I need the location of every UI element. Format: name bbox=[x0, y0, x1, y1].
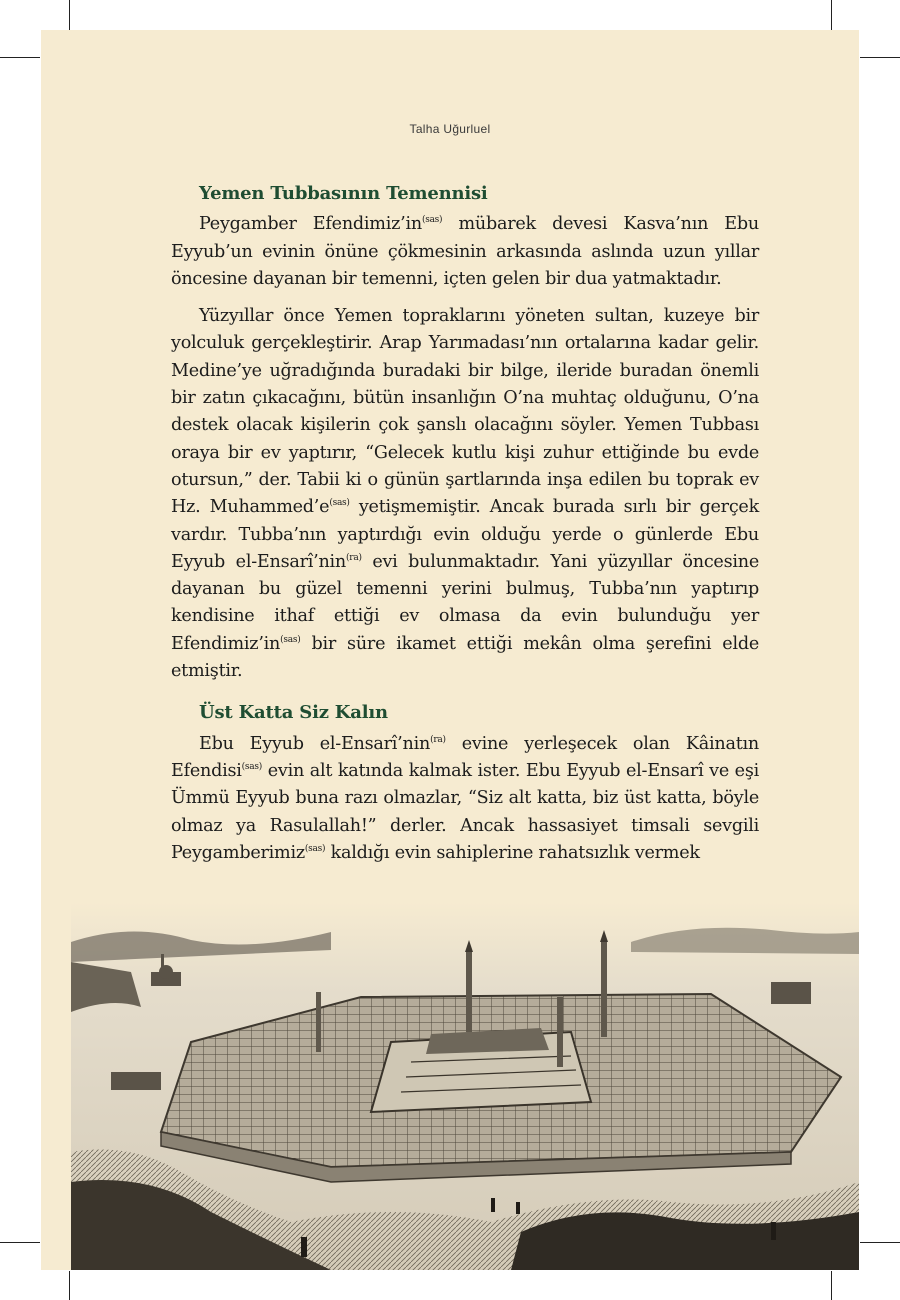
section-heading-2: Üst Katta Siz Kalın bbox=[199, 702, 388, 724]
crop-mark bbox=[0, 57, 40, 58]
crop-mark bbox=[69, 0, 70, 30]
crop-mark bbox=[831, 0, 832, 30]
honorific-superscript: (ra) bbox=[346, 552, 362, 563]
paragraph: Yüzyıllar önce Yemen topraklarını yöneten sultan, kuzeye bir yolculuk gerçekleştirir. Arap Yarımadası’nın ortalarına kadar gelir. Medine’ye uğradığında buradaki bir bilge, ileride buradan önemli bir zatın çıkacağını, bütün insanlığın O’na muhtaç olduğunu, O’na destek olacak kişilerin çok şanslı olacağını söyler. Yemen Tubbası oraya bir ev yaptırır, “Gelecek kutlu kişi zuhur ettiğinde bu evde otursun,” der. Tabii ki o günün şartlarında inşa edilen bu toprak ev Hz. $Muhammed’e^{(sas)}$ yetişmemiştir. Ancak burada sırlı bir gerçek vardır. Tubba’nın yaptırdığı evin olduğu yerde o günlerde Ebu Eyyub el-Ensarî’nin$^{(ra)}$ evi bulunmaktadır. Yani yüzyıllar öncesine dayanan bu güzel temenni yerini bulmuş, Tubba’nın yaptırıp kendisine ithaf ettiği ev olmasa da evin bulunduğu yer $Efendimiz’in^{(sas)}$ bir süre ikamet ettiği mekân olma şerefini elde etmiştir. bbox=[171, 306, 759, 682]
text-column bbox=[171, 180, 759, 877]
honorific-superscript: (sas) bbox=[304, 843, 326, 854]
paragraph: Peygamber $Efendimiz’in^{(sas)}$ mübarek devesi Kasva’nın Ebu Eyyub’un evinin önüne çökmesinin arkasında aslında uzun yıllar öncesine dayanan bir temenni, içten gelen bir dua yatmaktadır. bbox=[171, 214, 759, 289]
honorific-superscript: (sas) bbox=[421, 215, 443, 226]
crop-mark bbox=[831, 1271, 832, 1300]
medina-engraving-illustration bbox=[71, 902, 859, 1270]
honorific-superscript: (sas) bbox=[280, 634, 301, 645]
crop-mark bbox=[69, 1271, 70, 1300]
book-page bbox=[41, 30, 859, 1270]
crop-mark bbox=[860, 1242, 900, 1243]
crop-mark bbox=[860, 57, 900, 58]
paragraph: Ebu Eyyub el-Ensarî’nin$^{(ra)}$ evine yerleşecek olan Kâinatın Efendisi$^{(sas)}$ evin alt katında kalmak ister. Ebu Eyyub el-Ensarî ve eşi Ümmü Eyyub buna razı olmazlar, “Siz alt katta, biz üst katta, böyle olmaz ya Rasulallah!” derler. Ancak hassasiyet timsali sevgili Peygamberimiz$^{(sas)}$ kaldığı evin sahiplerine rahatsızlık vermek bbox=[171, 733, 759, 863]
honorific-superscript: (sas) bbox=[241, 761, 263, 772]
honorific-superscript: (sas) bbox=[329, 498, 350, 509]
crop-mark bbox=[0, 1242, 40, 1243]
running-header-author: Talha Uğurluel bbox=[409, 122, 491, 136]
honorific-superscript: (ra) bbox=[430, 734, 446, 745]
section-heading-1: Yemen Tubbasının Temennisi bbox=[199, 183, 488, 204]
